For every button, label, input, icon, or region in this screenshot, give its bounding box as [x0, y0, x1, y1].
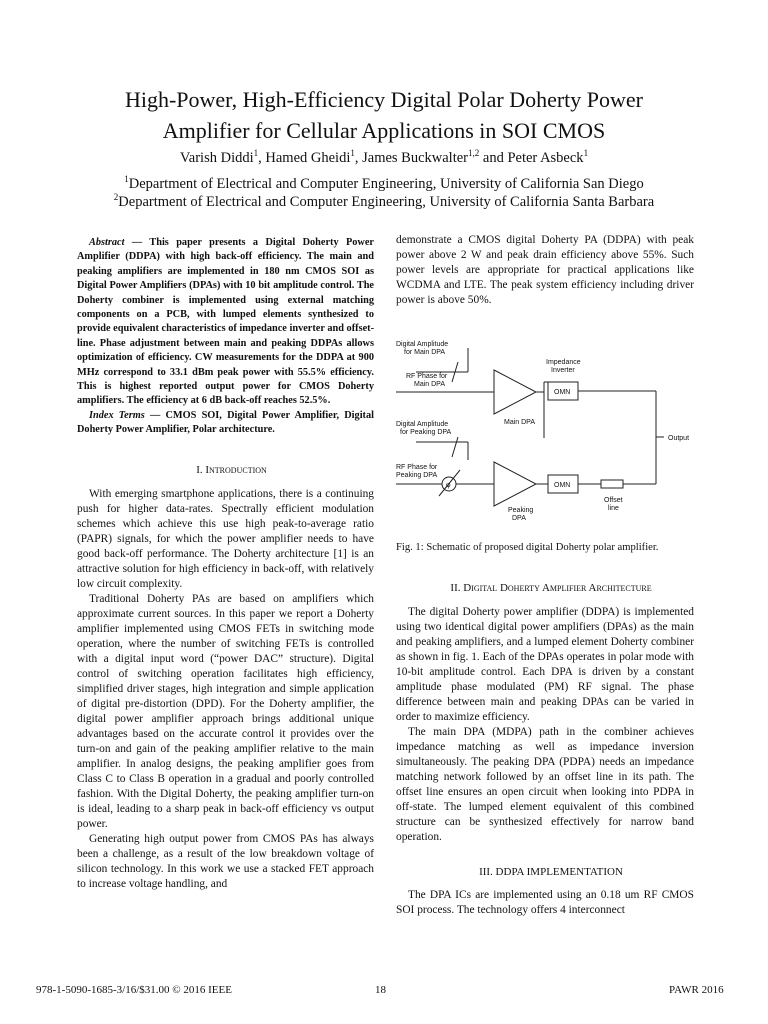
section-2-paragraph-1: The digital Doherty power amplifier (DDPA) is implemented using two identical digital power amplifiers (DPAs) as the main and peaking amplifiers, and a lumped element Doherty combiner as shown in fig. 1. Each of the DPAs operates in polar mode with 10-bit amplitude control. Each DPA is driven by a constant amplitude phase modulated (PM) RF signal. The phase difference between main and peaking DPAs can be varied in order to maximize efficiency. [396, 606, 694, 723]
title-line-1: High-Power, High-Efficiency Digital Polar Doherty Power [124, 87, 644, 112]
label-peaking-dpa: DPA [512, 515, 526, 522]
footer-copyright: 978-1-5090-1685-3/16/$31.00 © 2016 IEEE [36, 984, 232, 996]
omn-main-label: OMN [554, 389, 571, 396]
page-number: 18 [375, 984, 386, 996]
author-name: Peter Asbeck [507, 150, 584, 166]
section-title: Introduction [205, 463, 267, 476]
phase-shifter-symbol: φ [446, 482, 451, 489]
right-paragraph-1: demonstrate a CMOS digital Doherty PA (DDPA) with peak power above 2 W and peak drain efficiency above 55%. Such power levels are appropriate for practical applications like WCDMA and LTE. The peak system efficiency including driver power is above 50%. [396, 234, 694, 306]
label-peaking: Peaking [508, 507, 534, 514]
index-terms-label: Index Terms [89, 409, 145, 421]
author-name: James Buckwalter [362, 150, 469, 166]
section-1-heading [77, 463, 374, 478]
abstract-text: — This paper presents a Digital Doherty Power Amplifier (DDPA) with high back-off efficiency. The main and peaking amplifiers are implemented in 180 nm CMOS SOI as Digital Power Amplifiers (DPAs) with 10 bit amplitude control. The Doherty combiner is implemented using external matching components on a PCB, with lumped elements synthesized to provide equivalent characteristics of impedance inverter and offset-line. Phase adjustment between main and peaking DDPAs allows optimization of efficiency. CW measurements for the DDPA at 900 MHz correspond to 33.1 dBm peak power with 55.5% efficiency. This is highest reported output power for CMOS Doherty amplifiers. The efficiency at 6 dB back-off reaches 52.5%. [77, 237, 374, 407]
affiliation-sup: 1 [124, 174, 129, 185]
label-main-dpa: Main DPA [504, 419, 535, 426]
label-amp-peak: Digital Amplitude [396, 421, 449, 428]
abstract-label: Abstract [89, 237, 125, 248]
section-3-heading: III. DDPA IMPLEMENTATION [479, 866, 623, 878]
label-offset-line: line [608, 505, 619, 512]
affiliation-1 [40, 176, 728, 193]
label-offset: Offset [604, 497, 623, 504]
section-3-paragraph-1: The DPA ICs are implemented using an 0.18 um RF CMOS SOI process. The technology offers 4 interconnect [396, 889, 694, 916]
section-2-paragraph-2: The main DPA (MDPA) path in the combiner achieves impedance matching as well as impedance inversion simultaneously. The peaking DPA (PDPA) needs an impedance matching network followed by an offset line in its path. The offset line ensures an open circuit when looking into PDPA in off-state. The lumped element equivalent of this combined structure can be synthesized effectively for narrow band operation. [396, 726, 694, 843]
author-sup: 1 [350, 148, 355, 159]
intro-paragraph-3: Generating high output power from CMOS PAs has always been a challenge, as a result of the low breakdown voltage of silicon technology. In this work we use a stacked FET approach to increase voltage handling, and [77, 832, 374, 890]
author-sup: 1 [253, 148, 259, 159]
abstract [77, 236, 374, 409]
author-name: Varish Diddi [179, 150, 254, 166]
label-rf-main-2: Main DPA [414, 381, 445, 388]
label-rf-main: RF Phase for [406, 373, 448, 380]
figure-caption: Fig. 1: Schematic of proposed digital Doherty polar amplifier. [396, 542, 659, 553]
label-impedance: Impedance [546, 359, 581, 366]
section-number: I. [196, 463, 203, 476]
affiliation-text: Department of Electrical and Computer Engineering, University of California San Diego [128, 176, 644, 192]
label-inverter: Inverter [551, 367, 575, 374]
omn-peak-label: OMN [554, 482, 571, 489]
intro-paragraph-1: With emerging smartphone applications, there is a continuing push for higher data-rates. Spectrally efficient modulation schemes which achieve this use high peak-to-average ratio (PAPR) signals, for which the power amplifier needs to have good back-off performance. The Doherty architecture [1] is an attractive solution for high efficiency in back-off, with relatively low circuit complexity. [77, 487, 374, 590]
right-column-top [396, 233, 694, 308]
right-column-bottom [396, 540, 694, 918]
label-rf-peak-2: Peaking DPA [396, 472, 438, 479]
index-terms-text: — CMOS SOI, Digital Power Amplifier, Digital Doherty Power Amplifier, Polar architecture. [77, 409, 374, 436]
index-terms [77, 409, 374, 438]
footer-conference: PAWR 2016 [669, 984, 724, 996]
section-2-heading [396, 581, 694, 596]
section-number: II. [450, 582, 461, 594]
label-amp-main: Digital Amplitude [396, 341, 449, 348]
author-sup: 1 [583, 148, 589, 159]
author-name: Hamed Gheidi [265, 150, 351, 166]
affiliation-2 [40, 194, 728, 211]
author-sup: 1,2 [468, 148, 480, 159]
label-output: Output [668, 435, 690, 442]
affiliation-text: Department of Electrical and Computer Engineering, University of California Santa Barbara [118, 194, 655, 210]
affiliation-sup: 2 [113, 192, 119, 203]
author-list: Varish Diddi$^1$, Hamed Gheidi$^1$, James Buckwalter$^{1,2}$ and Peter Asbeck$^1$ [179, 148, 589, 166]
paper-title [40, 84, 728, 146]
left-column [77, 236, 374, 892]
intro-paragraph-2: Traditional Doherty PAs are based on amplifiers which approximate current sources. In this paper we report a Doherty amplifier implemented using CMOS FETs in switching mode operation, where the number of switching FETs is controlled with a digital input word (“power DAC” structure). Digital control of switching operation facilitates high efficiency, simplified driver stages, high integration and simple application of digital pre-distortion (DPD). For the Doherty amplifier, the digital power amplifier approach brings additional unique advantages based on the accurate control it provides over the turn-on and gain of the peaking amplifier relative to the main amplifier. In analog designs, the peaking amplifier goes from Class C to Class B operation in a gradual and poorly controlled fashion. With the Digital Doherty, the peaking amplifier turn-on is ideal, leading to a sharp peak in back-off efficiency vs output power. [77, 592, 374, 830]
label-rf-peak: RF Phase for [396, 464, 438, 471]
doherty-schematic-figure [396, 340, 696, 530]
title-line-2: Amplifier for Cellular Applications in SOI CMOS [162, 118, 606, 143]
label-amp-main-2: for Main DPA [404, 349, 446, 356]
section-title: Digital Doherty Amplifier Architecture [463, 582, 652, 594]
label-amp-peak-2: for Peaking DPA [400, 429, 452, 436]
